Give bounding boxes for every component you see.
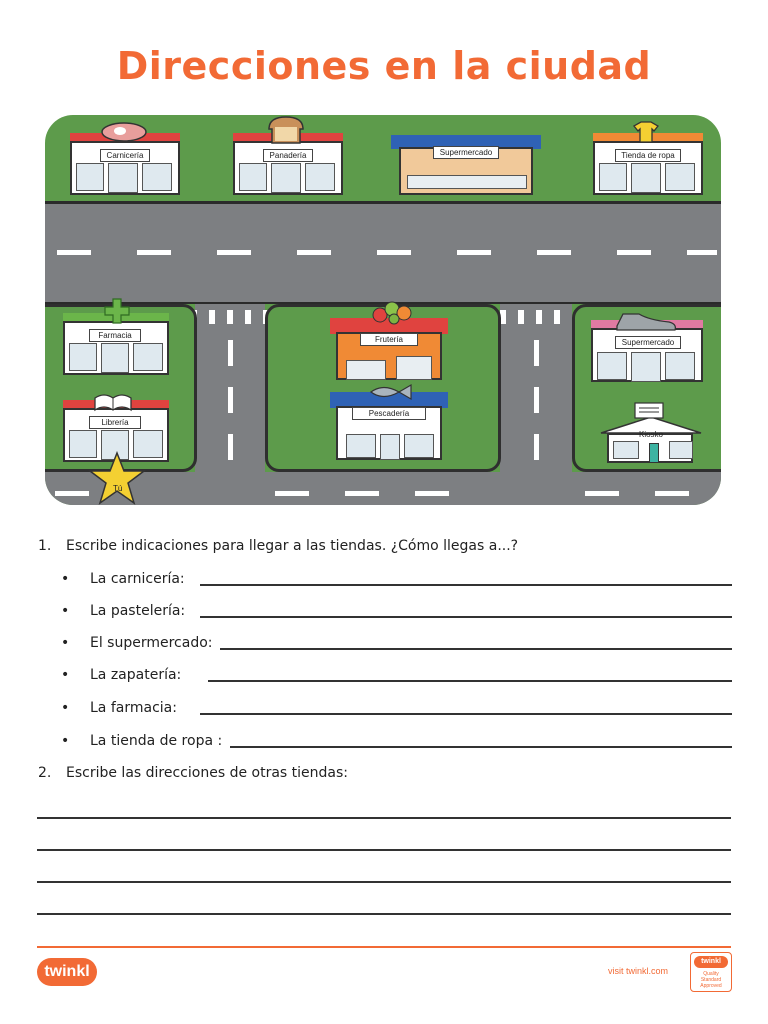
shop-carniceria <box>70 133 180 195</box>
bullet: • <box>61 733 70 749</box>
bullet: • <box>61 700 70 716</box>
visit-link[interactable]: visit twinkl.com <box>608 966 669 976</box>
sign-supermercado-top: Supermercado <box>433 146 499 159</box>
fruit-icon <box>370 297 416 327</box>
shop-pescaderia <box>330 392 448 460</box>
list-item-label: La carnicería: <box>90 571 185 587</box>
list-item <box>38 667 732 689</box>
question-2-text: Escribe las direcciones de otras tiendas: <box>66 765 348 781</box>
sign-farmacia: Farmacia <box>89 329 141 342</box>
sign-libreria: Librería <box>89 416 141 429</box>
sign-tienda-ropa: Tienda de ropa <box>615 149 681 162</box>
question-2-number: 2. <box>38 765 52 781</box>
list-item <box>38 571 732 593</box>
answer-line[interactable] <box>200 584 732 586</box>
badge-logo: twinkl <box>694 956 728 968</box>
book-icon <box>93 392 133 412</box>
shoe-icon <box>613 310 679 332</box>
page-title: Direcciones en la ciudad <box>116 44 652 88</box>
list-item-label: El supermercado: <box>90 635 213 651</box>
list-item <box>38 635 732 657</box>
footer-divider <box>37 946 731 948</box>
answer-line[interactable] <box>37 913 731 915</box>
you-star-icon <box>88 451 146 505</box>
city-map <box>45 115 721 505</box>
answer-line[interactable] <box>37 881 731 883</box>
newspaper-icon <box>633 400 667 420</box>
shop-supermercado-top <box>391 135 541 195</box>
question-1-text: Escribe indicaciones para llegar a las tiendas. ¿Cómo llegas a...? <box>66 538 519 554</box>
answer-line[interactable] <box>37 817 731 819</box>
sign-panaderia: Panadería <box>263 149 313 162</box>
answer-line[interactable] <box>208 680 732 682</box>
sign-pescaderia: Pescadería <box>352 407 426 420</box>
shop-fruteria <box>330 318 448 380</box>
list-item <box>38 733 732 755</box>
sign-carniceria: Carnicería <box>100 149 150 162</box>
sign-supermercado-right: Supermercado <box>615 336 681 349</box>
answer-line[interactable] <box>200 713 732 715</box>
sign-fruteria: Frutería <box>360 333 418 346</box>
question-1-number: 1. <box>38 538 52 554</box>
bottom-road <box>45 472 721 505</box>
list-item-label: La tienda de ropa : <box>90 733 223 749</box>
answer-line[interactable] <box>200 616 732 618</box>
you-label: Tú <box>113 484 123 493</box>
fish-icon <box>367 383 415 401</box>
twinkl-logo: twinkl <box>37 958 97 986</box>
bullet: • <box>61 603 70 619</box>
answer-line[interactable] <box>220 648 732 650</box>
list-item-label: La farmacia: <box>90 700 177 716</box>
badge-text: Quality Standard Approved <box>700 971 722 989</box>
answer-line[interactable] <box>230 746 732 748</box>
list-item-label: La pastelería: <box>90 603 186 619</box>
list-item <box>38 603 732 625</box>
answer-line[interactable] <box>37 849 731 851</box>
shop-kiosko <box>597 415 705 463</box>
pharmacy-cross-icon <box>103 297 131 325</box>
meat-icon <box>100 120 148 142</box>
bullet: • <box>61 635 70 651</box>
tshirt-icon <box>630 120 662 144</box>
sign-kiosko: Kiosko <box>638 430 663 439</box>
bullet: • <box>61 667 70 683</box>
list-item-label: La zapatería: <box>90 667 182 683</box>
bullet: • <box>61 571 70 587</box>
bread-icon <box>265 115 307 145</box>
list-item <box>38 700 732 722</box>
quality-badge <box>690 952 732 992</box>
